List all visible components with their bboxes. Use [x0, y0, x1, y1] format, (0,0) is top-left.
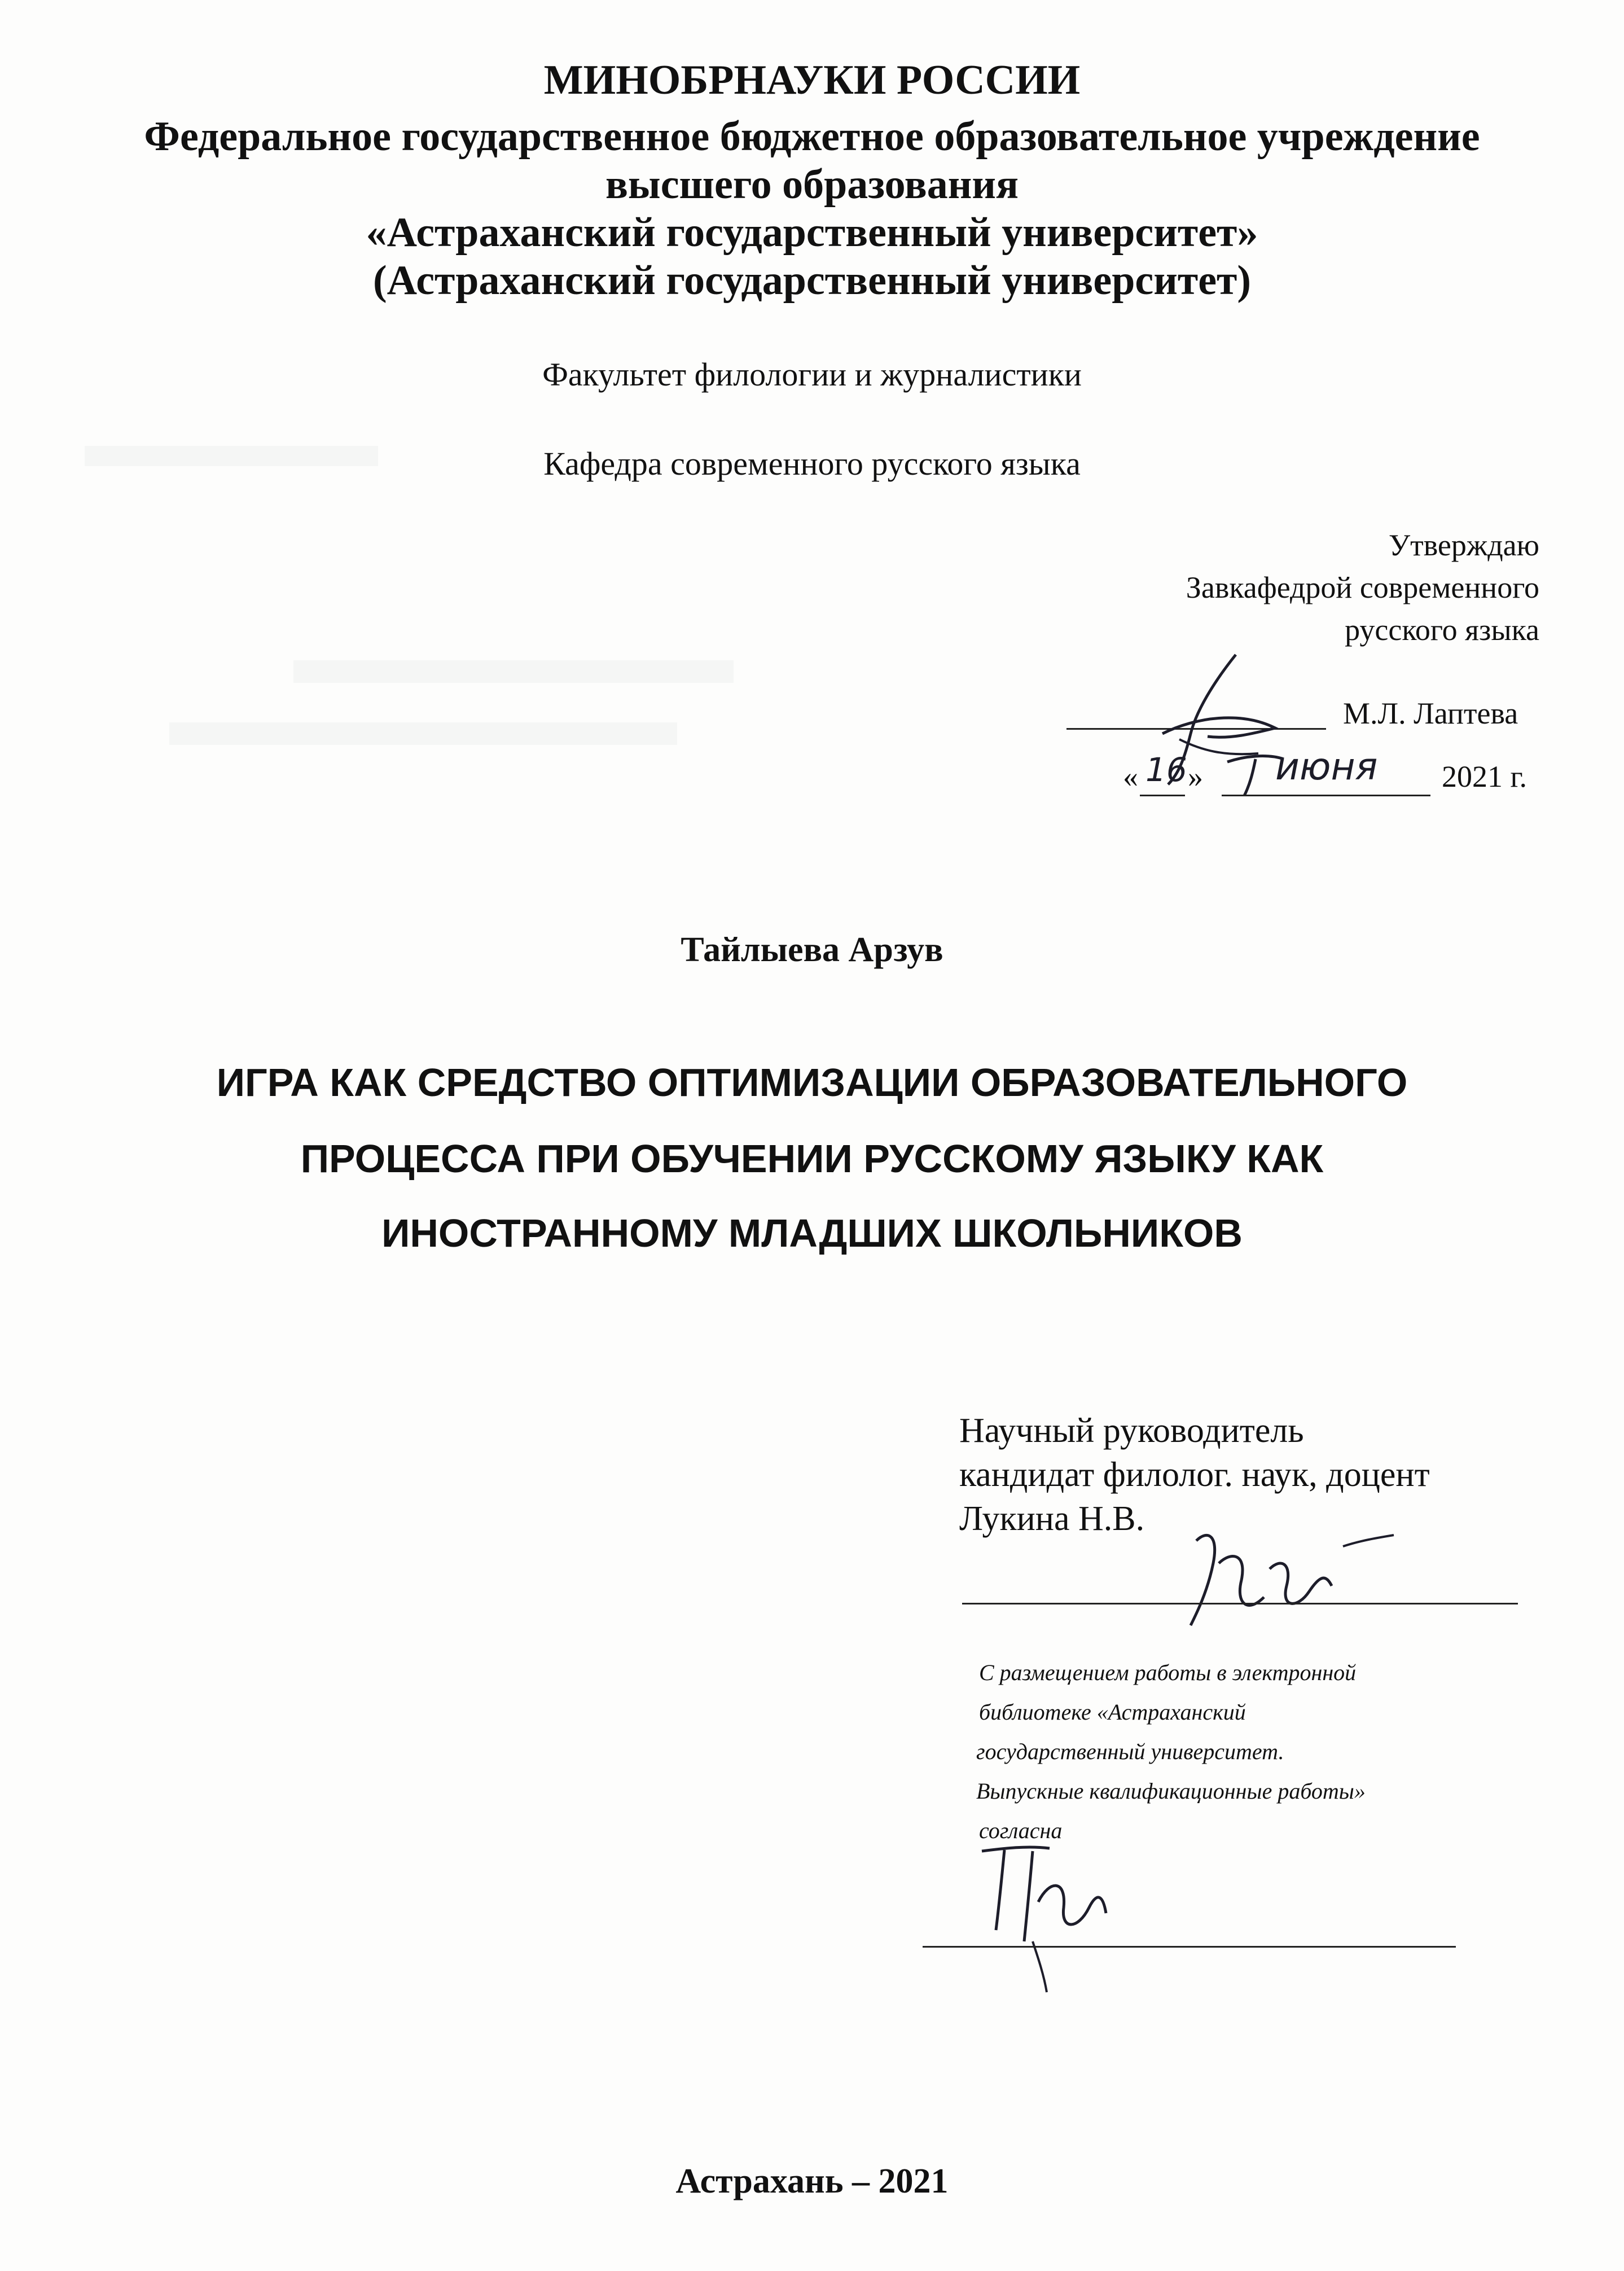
supervisor-name: Лукина Н.В. [959, 1500, 1145, 1538]
supervisor-degree: кандидат филолог. наук, доцент [959, 1455, 1430, 1494]
author-name: Тайлыева Арзув [681, 931, 943, 969]
thesis-title-line-3: ИНОСТРАННОМУ МЛАДШИХ ШКОЛЬНИКОВ [381, 1211, 1243, 1255]
thesis-title-line-1: ИГРА КАК СРЕДСТВО ОПТИМИЗАЦИИ ОБРАЗОВАТЕЛЬНОГО [216, 1060, 1408, 1104]
consent-line-1: С размещением работы в электронной [979, 1660, 1357, 1685]
university-full-name: «Астраханский государственный университет» [366, 209, 1258, 256]
institution-line-1: Федеральное государственное бюджетное образовательное учреждение [144, 113, 1480, 160]
date-month: июня [1275, 745, 1378, 788]
date-month-line [1222, 795, 1430, 796]
date-close-quote: » [1188, 760, 1203, 793]
consent-line-4: Выпускные квалификационные работы» [976, 1778, 1366, 1804]
student-signature-line [923, 1946, 1456, 1948]
supervisor-signature [1174, 1518, 1399, 1637]
consent-line-2: библиотеке «Астраханский [979, 1699, 1246, 1725]
show-through-mark [293, 660, 734, 683]
approval-position-line-2: русского языка [1345, 613, 1539, 647]
head-name: М.Л. Лаптева [1343, 696, 1518, 730]
consent-line-5: согласна [979, 1818, 1063, 1843]
institution-line-2: высшего образования [605, 161, 1019, 208]
show-through-mark [169, 722, 677, 745]
thesis-title-line-2: ПРОЦЕССА ПРИ ОБУЧЕНИИ РУССКОМУ ЯЗЫКУ КАК [300, 1137, 1324, 1181]
approval-label: Утверждаю [1388, 528, 1539, 562]
consent-line-3: государственный университет. [976, 1739, 1284, 1764]
department-name: Кафедра современного русского языка [543, 445, 1081, 482]
supervisor-role: Научный руководитель [959, 1411, 1304, 1450]
approval-position-line-1: Завкафедрой современного [1186, 571, 1539, 604]
university-short-name: (Астраханский государственный университет) [372, 257, 1252, 304]
faculty-name: Факультет филологии и журналистики [542, 356, 1082, 393]
supervisor-signature-line [962, 1603, 1518, 1604]
ministry-heading: МИНОБРНАУКИ РОССИИ [543, 57, 1081, 103]
student-signature [971, 1834, 1117, 2003]
date-year: 2021 г. [1442, 760, 1528, 793]
date-open-quote: « [1123, 760, 1138, 793]
date-day-line [1140, 795, 1185, 796]
date-day: 16 [1145, 751, 1187, 789]
date-month-flourish [1222, 751, 1289, 801]
city-year: Астрахань – 2021 [675, 2162, 949, 2200]
